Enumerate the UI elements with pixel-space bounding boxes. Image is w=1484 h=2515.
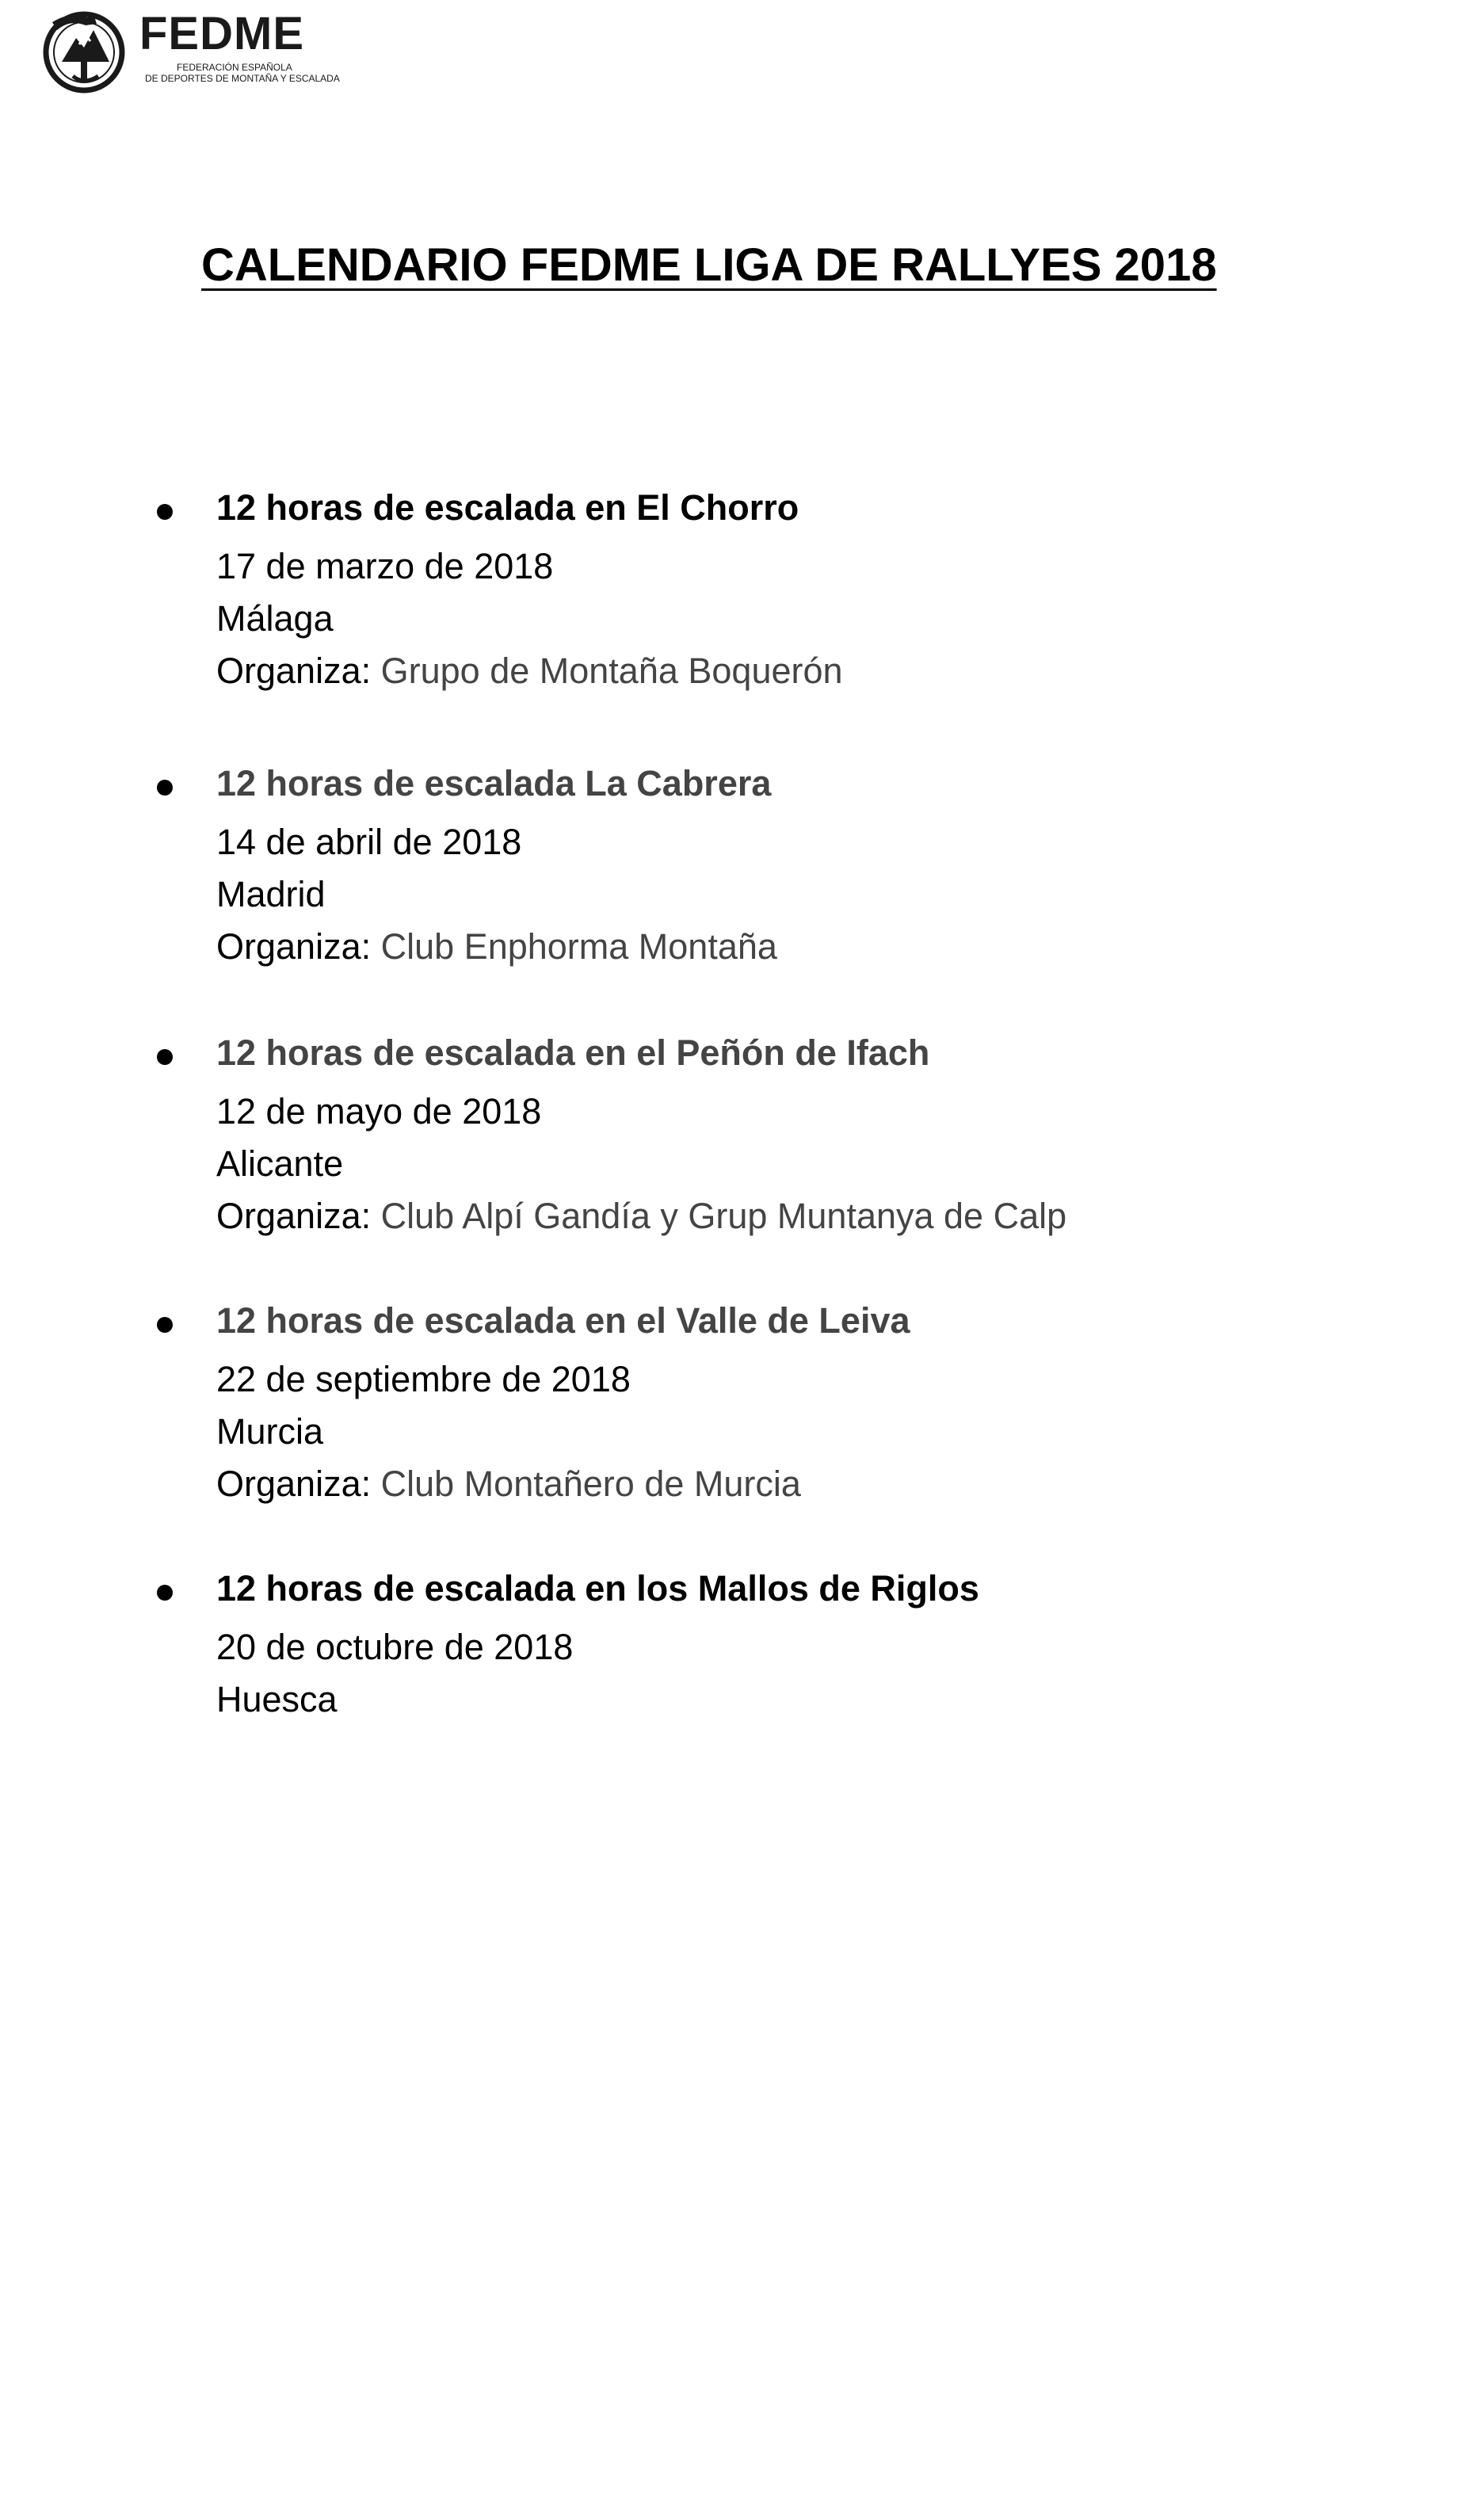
event-date: 17 de marzo de 2018 — [216, 546, 554, 586]
event-place: Huesca — [216, 1679, 338, 1719]
event-place: Murcia — [216, 1411, 324, 1452]
bullet-icon — [157, 1585, 173, 1601]
event-place: Alicante — [216, 1143, 344, 1184]
event-title: 12 horas de escalada en los Mallos de Riglos — [216, 1568, 979, 1609]
event-date: 12 de mayo de 2018 — [216, 1091, 542, 1132]
event-place: Málaga — [216, 598, 334, 639]
event-title: 12 horas de escalada en El Chorro — [216, 487, 799, 528]
event-title: 12 horas de escalada La Cabrera — [216, 763, 772, 803]
organiza-label: Organiza: — [216, 651, 372, 691]
logo-wordmark: FEDME — [139, 8, 304, 59]
fedme-logo — [38, 6, 340, 94]
organizer-name: Club Enphorma Montaña — [380, 926, 777, 967]
organiza-label: Organiza: — [216, 926, 372, 967]
logo-subtitle-line-2: DE DEPORTES DE MONTAÑA Y ESCALADA — [145, 73, 340, 84]
bullet-icon — [157, 504, 173, 520]
event-organizer — [216, 925, 777, 968]
organizer-name: Club Montañero de Murcia — [380, 1464, 801, 1504]
event-date: 20 de octubre de 2018 — [216, 1627, 574, 1667]
event-date: 22 de septiembre de 2018 — [216, 1359, 631, 1399]
bullet-icon — [157, 780, 173, 796]
organizer-name: Grupo de Montaña Boquerón — [380, 651, 843, 691]
bullet-icon — [157, 1317, 173, 1333]
organizer-name: Club Alpí Gandía y Grup Muntanya de Calp — [380, 1196, 1067, 1236]
event-organizer — [216, 1463, 801, 1506]
organiza-label: Organiza: — [216, 1196, 372, 1236]
event-title: 12 horas de escalada en el Valle de Leiva — [216, 1300, 910, 1341]
event-date: 14 de abril de 2018 — [216, 822, 522, 862]
bullet-icon — [157, 1049, 173, 1065]
event-place: Madrid — [216, 874, 326, 914]
event-title: 12 horas de escalada en el Peñón de Ifach — [216, 1032, 930, 1073]
logo-subtitle-line-1: FEDERACIÓN ESPAÑOLA — [177, 62, 292, 73]
organiza-label: Organiza: — [216, 1464, 372, 1504]
fedme-emblem-icon — [38, 6, 133, 94]
event-organizer — [216, 650, 843, 693]
page-title: CALENDARIO FEDME LIGA DE RALLYES 2018 — [201, 239, 1217, 291]
event-organizer — [216, 1195, 1066, 1238]
